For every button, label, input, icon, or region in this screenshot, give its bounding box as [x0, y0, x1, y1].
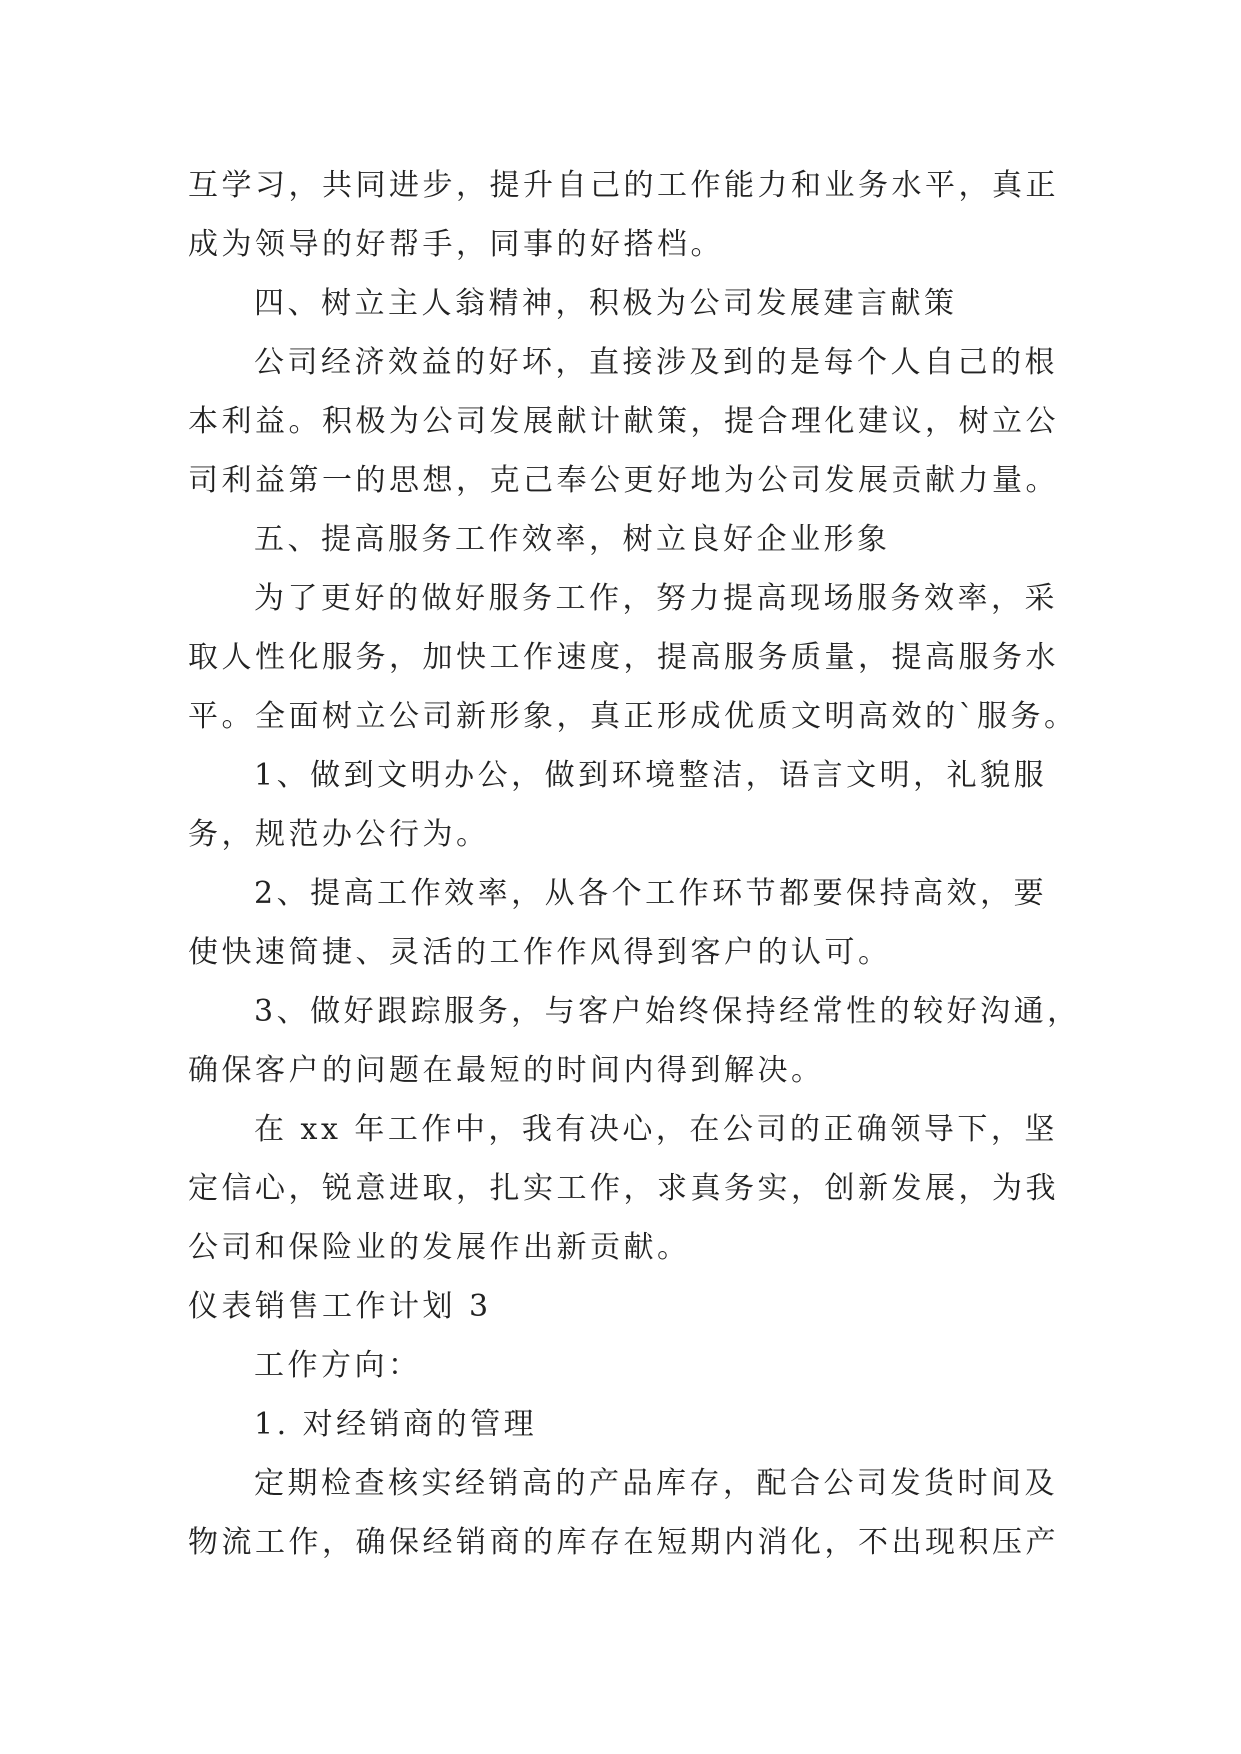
text-line: 务，规范办公行为。 — [188, 817, 490, 852]
text-line: 使快速简捷、灵活的工作作风得到客户的认可。 — [188, 935, 892, 970]
text-line: 取人性化服务，加快工作速度，提高服务质量，提高服务水 — [188, 640, 1059, 675]
text-line: 互学习，共同进步，提升自己的工作能力和业务水平，真正 — [188, 168, 1059, 203]
text-line: 物流工作，确保经销商的库存在短期内消化，不出现积压产 — [188, 1525, 1059, 1560]
text-line: 定信心，锐意进取，扎实工作，求真务实，创新发展，为我 — [188, 1171, 1059, 1206]
text-line: 公司经济效益的好坏，直接涉及到的是每个人自己的根 — [254, 345, 1058, 380]
text-line: 定期检查核实经销高的产品库存，配合公司发货时间及 — [254, 1466, 1058, 1501]
text-line: 成为领导的好帮手，同事的好搭档。 — [188, 227, 724, 262]
text-line: 1. 对经销商的管理 — [254, 1407, 538, 1442]
text-line: 工作方向： — [254, 1348, 422, 1383]
text-line: 平。全面树立公司新形象，真正形成优质文明高效的`服务。 — [188, 699, 1078, 734]
text-line: 1、做到文明办公，做到环境整洁，语言文明，礼貌服 — [254, 758, 1048, 793]
text-line: 3、做好跟踪服务，与客户始终保持经常性的较好沟通， — [254, 994, 1081, 1029]
text-line: 本利益。积极为公司发展献计献策，提合理化建议，树立公 — [188, 404, 1059, 439]
text-line: 四、树立主人翁精神，积极为公司发展建言献策 — [254, 286, 958, 321]
text-line: 五、提高服务工作效率，树立良好企业形象 — [254, 522, 891, 557]
text-line: 确保客户的问题在最短的时间内得到解决。 — [188, 1053, 825, 1088]
text-line: 在 xx 年工作中，我有决心，在公司的正确领导下，坚 — [254, 1112, 1058, 1147]
text-line: 2、提高工作效率，从各个工作环节都要保持高效，要 — [254, 876, 1048, 911]
document-body — [188, 156, 1081, 1572]
text-line: 为了更好的做好服务工作，努力提高现场服务效率，采 — [254, 581, 1058, 616]
text-line: 公司和保险业的发展作出新贡献。 — [188, 1230, 691, 1265]
text-line: 司利益第一的思想，克己奉公更好地为公司发展贡献力量。 — [188, 463, 1059, 498]
text-line: 仪表销售工作计划 3 — [188, 1289, 492, 1324]
